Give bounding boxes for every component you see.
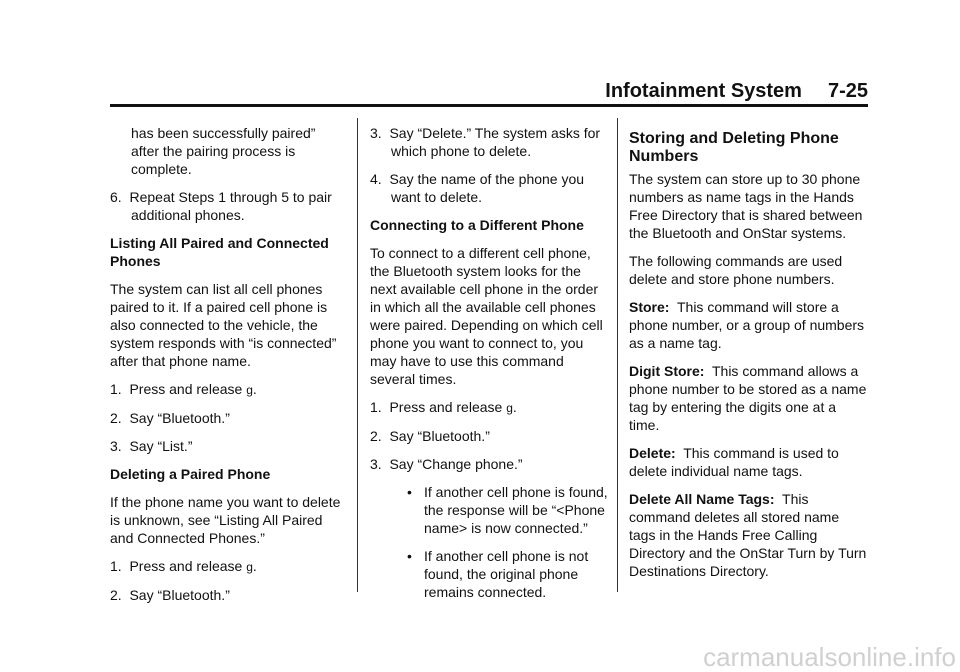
step-6 [110,188,342,224]
talk-icon: g [246,560,253,574]
step-end: . [512,399,517,415]
connect-step-3 [370,455,610,473]
bullet-item-2 [370,547,610,601]
connect-step-1 [370,398,610,417]
heading-listing-phones: Listing All Paired and Connected Phones [110,235,329,269]
step-text: Say “Delete.” The system asks for which phone to delete. [389,125,601,159]
page-header [110,76,868,106]
step-text: Say “Bluetooth.” [389,428,490,444]
column-1 [110,124,342,614]
delete-step-2 [110,586,342,604]
delete-step-4 [370,170,610,206]
step-text: Say “List.” [129,438,193,454]
step-text: Press and release [129,558,243,574]
bullet-text: If another cell phone is not found, the original phone remains connected. [424,548,589,600]
command-text: This command deletes all stored name tags in the Hands Free Calling Directory and the OnStar Turn by Turn Destinations Directory. [629,491,867,579]
paragraph-connecting: To connect to a different cell phone, the Bluetooth system looks for the next available cell phone in the order in which all the available cell phones were paired. Depending on which cell phone you want to connect to, you may have to use this command several times. [370,245,603,387]
delete-step-3 [370,124,610,160]
column-divider-1 [357,118,358,592]
command-store [629,298,868,352]
step-text: Press and release [389,399,503,415]
command-text: This command is used to delete individual name tags. [629,445,839,479]
step-number: 3. [370,125,382,141]
continued-step-text: has been successfully paired” after the pairing process is complete. [131,125,316,177]
command-label: Store: [629,299,670,315]
step-text: Say “Bluetooth.” [129,587,230,603]
step-number: 1. [110,558,122,574]
bullet-icon: • [407,484,412,500]
paragraph-deleting: If the phone name you want to delete is unknown, see “Listing All Paired and Connected Phones.” [110,494,341,546]
step-number: 1. [370,399,382,415]
watermark: carmanualsonline.info [703,642,956,672]
column-2 [370,124,610,611]
command-delete-all [629,490,868,580]
heading-storing-deleting: Storing and Deleting Phone Numbers [629,130,839,165]
step-number: 3. [370,456,382,472]
step-number: 6. [110,189,122,205]
talk-icon: g [246,383,253,397]
step-number: 2. [110,587,122,603]
list-step-2 [110,409,342,427]
paragraph-listing: The system can list all cell phones paired to it. If a paired cell phone is also connected to the vehicle, the system responds with “is connected” after that phone name. [110,281,337,369]
step-number: 4. [370,171,382,187]
command-label: Delete: [629,445,676,461]
heading-deleting-phone: Deleting a Paired Phone [110,466,271,482]
bullet-icon: • [407,548,412,564]
connect-step-2 [370,427,610,445]
heading-connecting-phone: Connecting to a Different Phone [370,217,584,233]
step-number: 2. [110,410,122,426]
step-text: Say “Bluetooth.” [129,410,230,426]
paragraph-commands: The following commands are used delete and store phone numbers. [629,253,843,287]
talk-icon: g [506,401,513,415]
step-text: Press and release [129,381,243,397]
step-text: Say “Change phone.” [389,456,523,472]
list-step-1 [110,380,342,399]
command-text: This command allows a phone number to be stored as a name tag by entering the digits one at a time. [629,363,867,433]
step-end: . [252,558,257,574]
bullet-item-1 [370,483,610,537]
step-number: 2. [370,428,382,444]
delete-step-1 [110,557,342,576]
step-number: 1. [110,381,122,397]
header-rule [110,104,868,107]
command-label: Delete All Name Tags: [629,491,775,507]
command-label: Digit Store: [629,363,705,379]
section-title: Infotainment System [605,80,802,102]
column-3 [629,124,868,590]
list-step-3 [110,437,342,455]
step-text: Repeat Steps 1 through 5 to pair additional phones. [129,189,332,223]
step-number: 3. [110,438,122,454]
bullet-text: If another cell phone is found, the response will be “<Phone name> is now connected.” [424,484,608,536]
page-number: 7-25 [827,80,868,102]
column-divider-2 [617,118,618,592]
step-end: . [252,381,257,397]
command-text: This command will store a phone number, or a group of numbers as a name tag. [629,299,865,351]
step-text: Say the name of the phone you want to delete. [389,171,585,205]
command-digit-store [629,362,868,434]
paragraph-storing: The system can store up to 30 phone numbers as name tags in the Hands Free Directory that is shared between the Bluetooth and OnStar systems. [629,171,863,241]
command-delete [629,444,868,480]
